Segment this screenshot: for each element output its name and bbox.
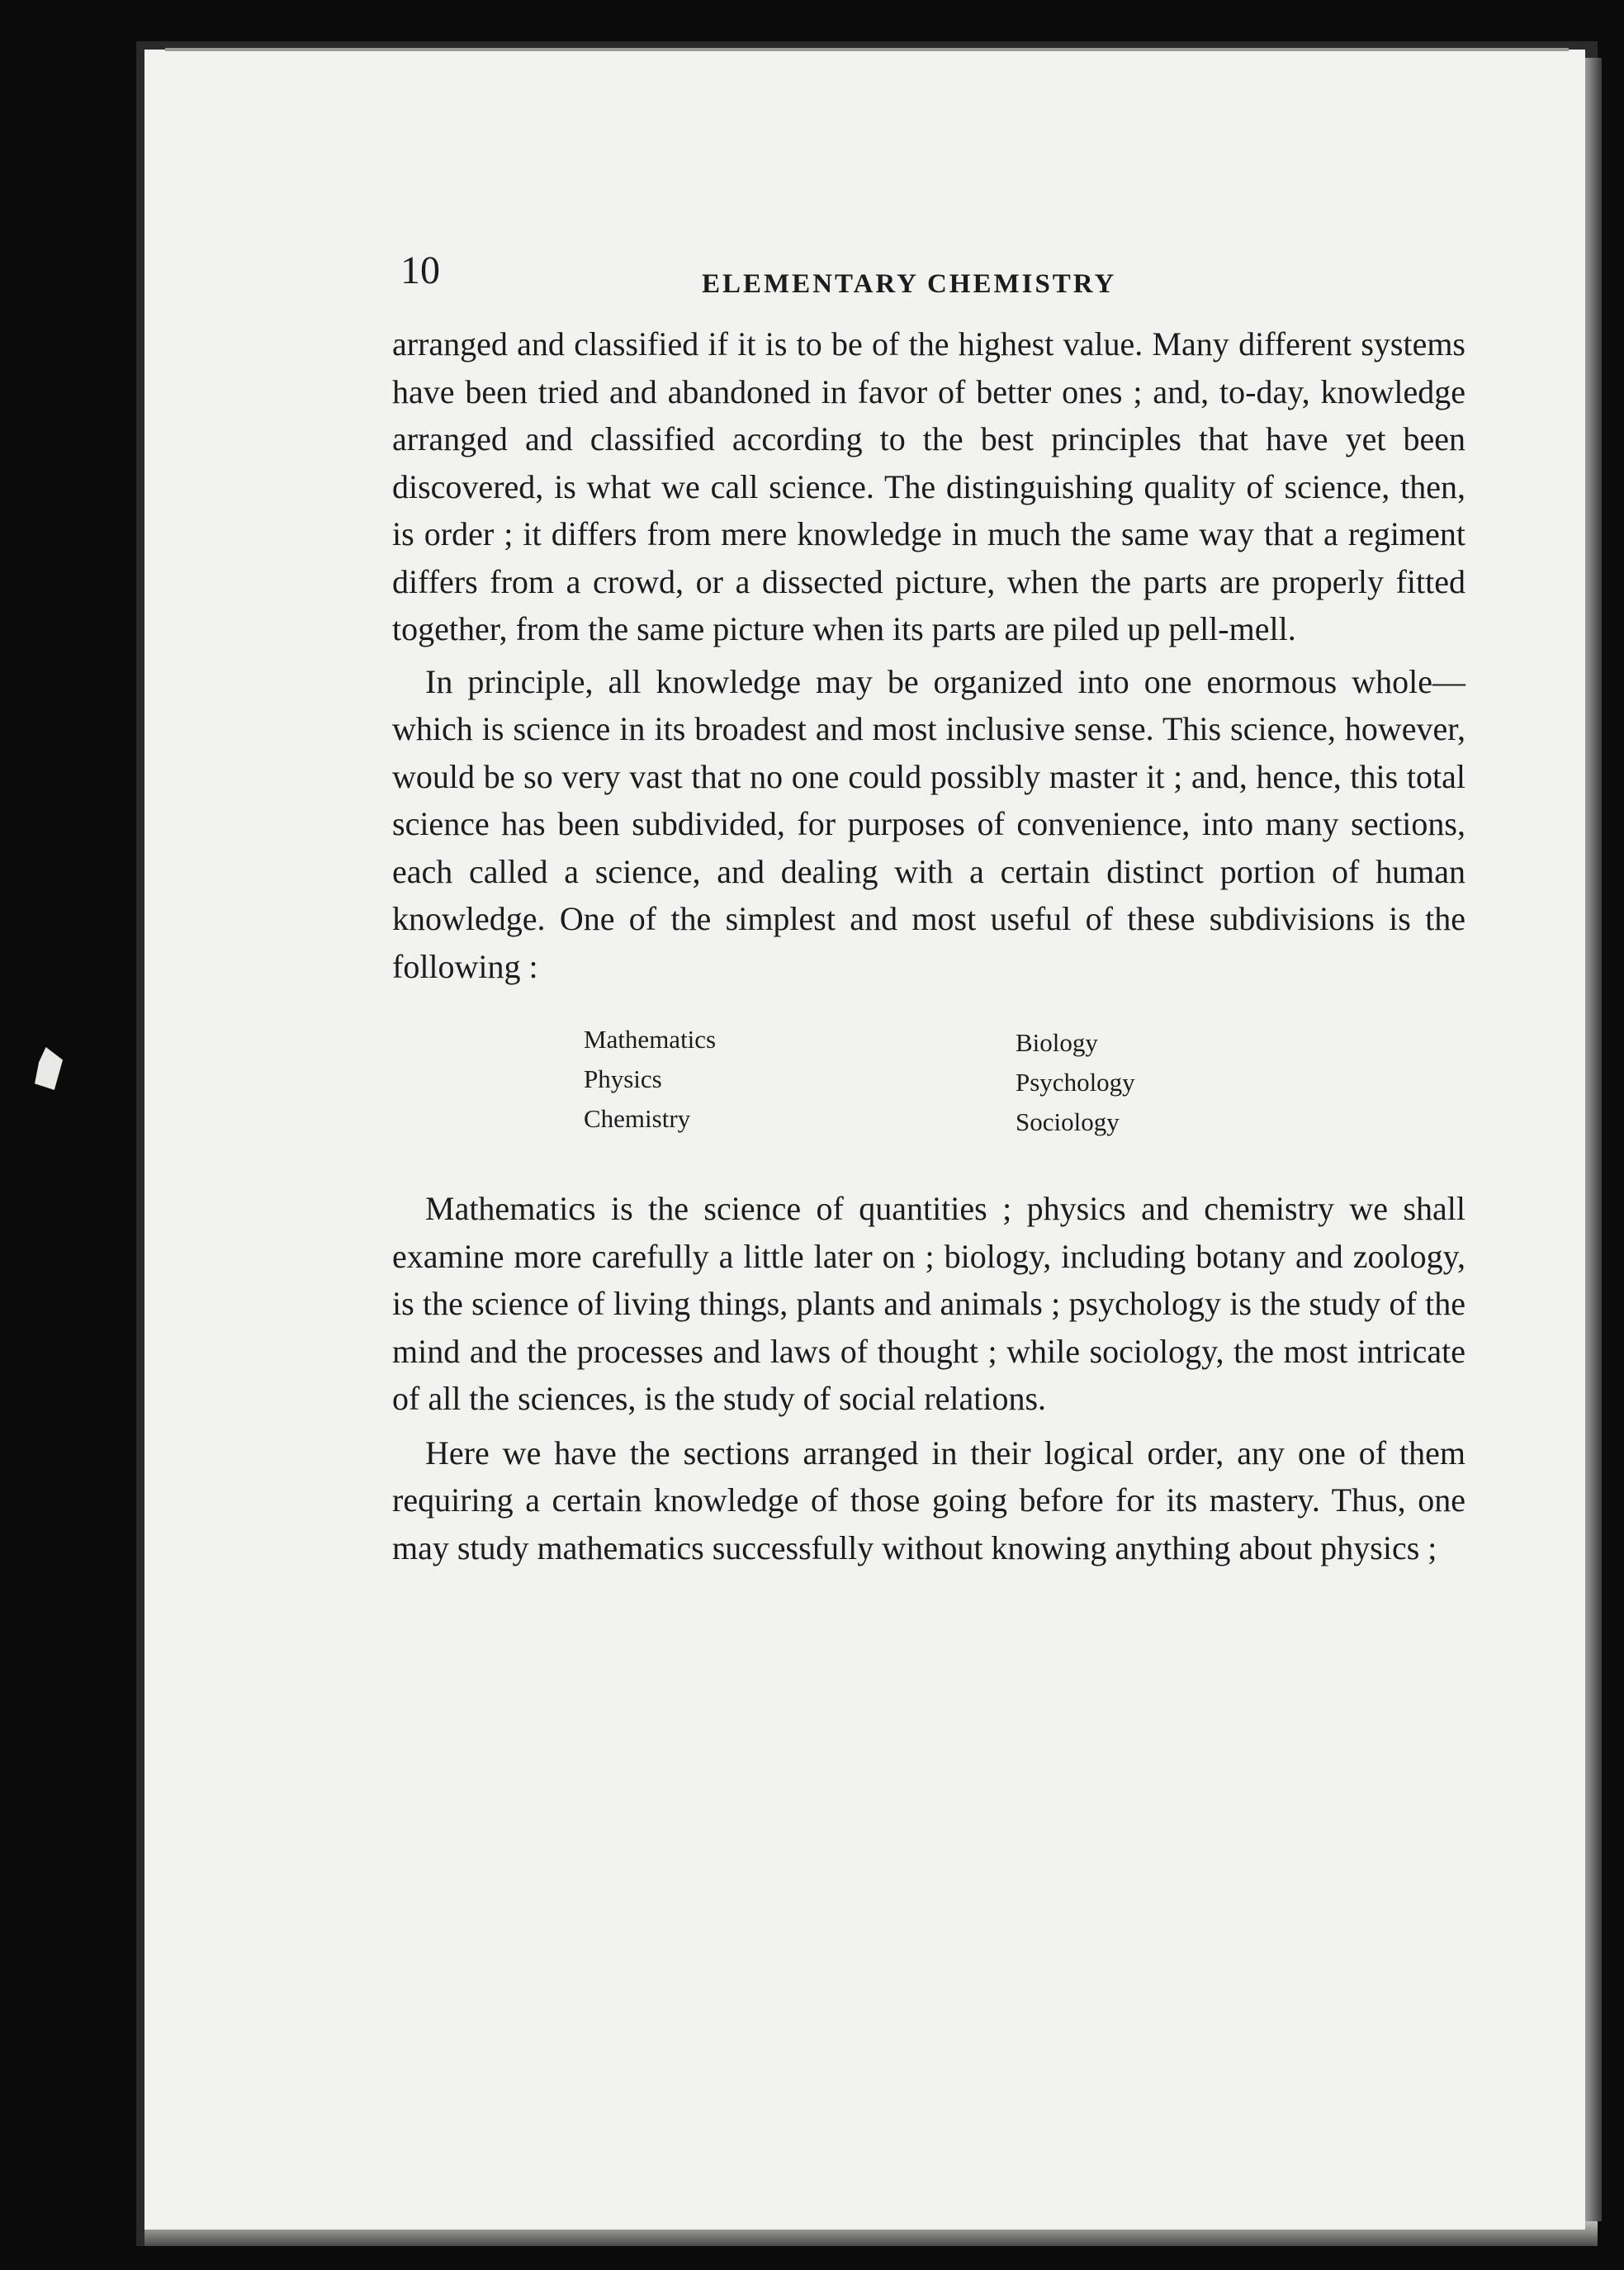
paper-speck	[35, 1047, 63, 1090]
science-item: Chemistry	[584, 1104, 691, 1133]
sciences-column-left	[584, 1020, 716, 1139]
science-item: Physics	[584, 1064, 662, 1093]
science-item: Biology	[1016, 1028, 1098, 1057]
page-edge-top	[165, 48, 1569, 51]
page-number: 10	[400, 249, 440, 292]
paragraph-3: Mathematics is the science of quantities ; physics and chemistry we shall examine more carefully a little later on ; biology, including botany and zoology, is the science of living things, plants and animals ; psychology is the study of the mind and the processes and laws of thought ; while sociology, the most intricate of all the sciences, is the study of social relations.	[392, 1190, 1465, 1417]
science-item: Psychology	[1016, 1068, 1135, 1097]
page-content	[392, 248, 1465, 1571]
science-item: Mathematics	[584, 1025, 717, 1054]
running-head	[392, 248, 1465, 306]
sciences-list	[392, 1020, 1465, 1177]
running-title: ELEMENTARY CHEMISTRY	[702, 269, 1117, 299]
paragraph-2: In principle, all knowledge may be organized into one enormous whole—which is science in its broadest and most inclusive sense. This science, however, would be so very vast that no one could possibly master it ; and, hence, this total science has been subdivided, for purposes of convenience, into many sections, each called a science, and dealing with a certain distinct portion of human knowledge. One of the simplest and most useful of these subdivisions is the following :	[392, 662, 1465, 985]
paragraph-4: Here we have the sections arranged in their logical order, any one of them requiring a certain knowledge of those going before for its mastery. Thus, one may study mathematics successfully without knowing anything about physics ;	[392, 1434, 1465, 1566]
paragraph-1: arranged and classified if it is to be of the highest value. Many different systems have been tried and abandoned in favor of better ones ; and, to-day, knowledge arranged and classified according to the best principles that have yet been discovered, is what we call science. The distinguishing quality of science, then, is order ; it differs from mere knowledge in much the same way that a regiment differs from a crowd, or a dissected picture, when the parts are properly fitted together, from the same picture when its parts are piled up pell-mell.	[392, 325, 1465, 647]
sciences-column-right	[1016, 1023, 1135, 1142]
science-item: Sociology	[1016, 1107, 1120, 1136]
